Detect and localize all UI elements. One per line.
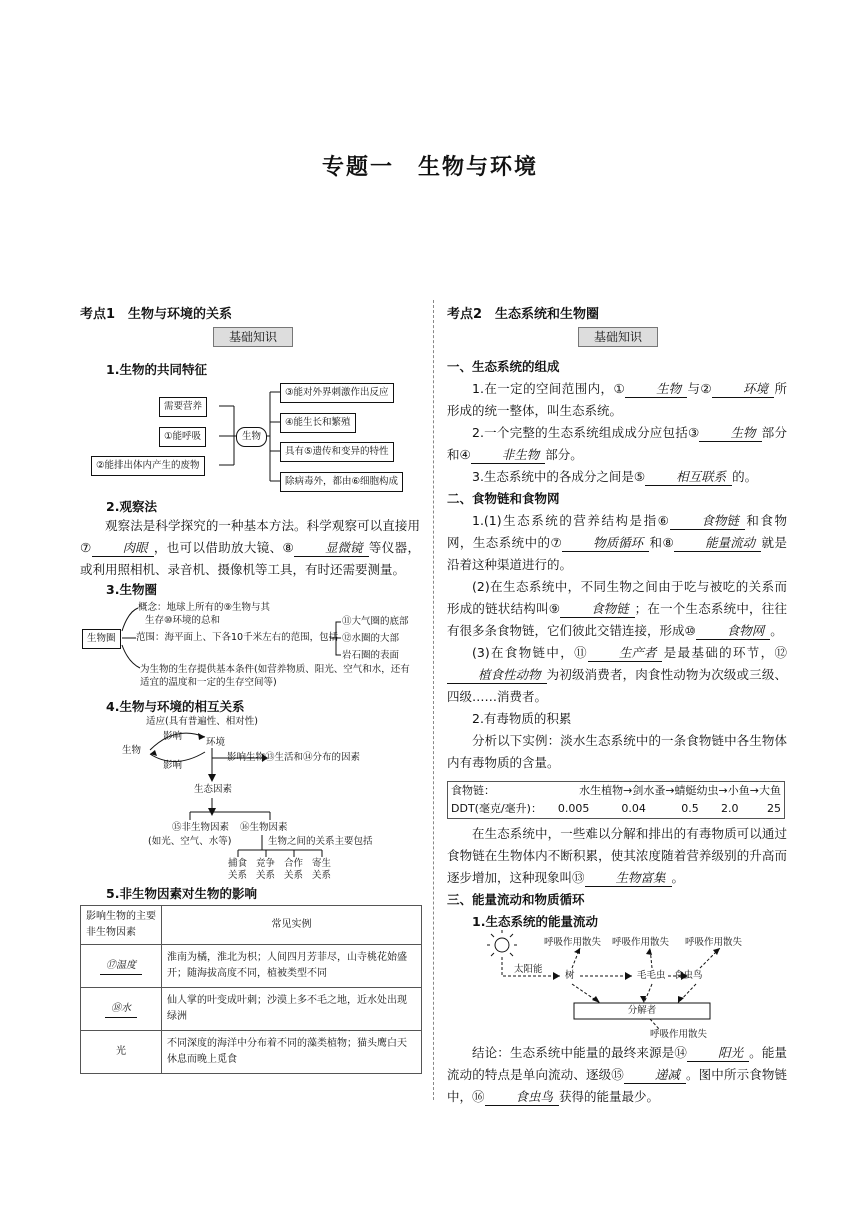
eco-factors-label: 生态因素 bbox=[194, 784, 233, 795]
answer-3: 生物 bbox=[699, 424, 761, 442]
para-3: 3.生态系统中的各成分之间是⑤ 相互联系 的。 bbox=[472, 469, 758, 484]
table-cell-example: 仙人掌的叶变成叶刺；沙漠上多不毛之地，近水处出现绿洲 bbox=[162, 988, 422, 1031]
ddt-value: 0.04 bbox=[621, 802, 646, 815]
s5-heading: 5.非生物因素对生物的影响 bbox=[106, 886, 257, 901]
table-cell-example: 淮南为橘，淮北为枳；人间四月芳菲尽，山寺桃花始盛开；随海拔高度不同，植被类型不同 bbox=[162, 945, 422, 988]
biosphere-provides-2: 适宜的温度和一定的生存空间等) bbox=[140, 677, 277, 688]
biosphere-concept-1: 概念：地球上所有的⑨生物与其 bbox=[138, 602, 271, 613]
table-cell-factor: 光 bbox=[81, 1031, 162, 1074]
para-1: 1.在一定的空间范围内，① 生物 与② 环境 所形成的统一整体，叫生态系统。 bbox=[447, 381, 787, 418]
table-header-factor: 影响生物的主要非生物因素 bbox=[81, 906, 162, 945]
biotic-label: ⑯生物因素 bbox=[240, 822, 288, 833]
ddt-value: 2.0 bbox=[721, 802, 739, 815]
sun-energy-label: 太阳能 bbox=[514, 964, 543, 975]
s1-heading: 1.生物的共同特征 bbox=[106, 362, 207, 377]
biosphere-range: 范围：海平面上、下各10千米左右的范围，包括 bbox=[136, 632, 339, 643]
biosphere-root: 生物圈 bbox=[82, 629, 121, 649]
abiotic-label: ⑮非生物因素 bbox=[172, 822, 230, 833]
energy-flow-heading: 1.生态系统的能量流动 bbox=[472, 914, 598, 929]
resp-loss-2: 呼吸作用散失 bbox=[612, 937, 670, 948]
abiotic-example: (如光、空气、水等) bbox=[148, 836, 232, 847]
relation-predation: 捕食 关系 bbox=[228, 858, 248, 881]
right-basic-badge: 基础知识 bbox=[578, 327, 658, 347]
caterpillar-label: 毛毛虫 bbox=[637, 970, 666, 981]
answer-4: 非生物 bbox=[471, 446, 546, 464]
ddt-value: 25 bbox=[767, 802, 781, 815]
relation-parasitism: 寄生 关系 bbox=[312, 858, 332, 881]
left-basic-badge: 基础知识 bbox=[213, 327, 293, 347]
feature-box-grow: ④能生长和繁殖 bbox=[280, 413, 356, 433]
s3-heading: 3.生物圈 bbox=[106, 582, 157, 597]
table-cell-example: 不同深度的海洋中分布着不同的藻类植物；猫头鹰白天休息而晚上觅食 bbox=[162, 1031, 422, 1074]
s2-paragraph: 观察法是科学探究的一种基本方法。科学观察可以直接用⑦ 肉眼 ，也可以借助放大镜、⑧ 显微镜 等仪器，或利用照相机、录音机、摄像机等工具，有时还需要测量。 bbox=[80, 518, 420, 577]
biosphere-layer-3: 岩石圈的表面 bbox=[342, 650, 400, 661]
heading-energy: 三、能量流动和物质循环 bbox=[447, 892, 585, 907]
organism-center: 生物 bbox=[236, 427, 267, 447]
answer-8: 显微镜 bbox=[294, 539, 369, 557]
answer-15: 递减 bbox=[624, 1066, 686, 1084]
environment-label: 环境 bbox=[206, 737, 226, 748]
para-q3: (3)在食物链中，⑪ 生产者 是最基础的环节，⑫植食性动物 为初级消费者，肉食性动物为次级或三级、四级……消费者。 bbox=[447, 645, 787, 704]
decomposer-label: 分解者 bbox=[627, 1005, 657, 1016]
answer-8-right: 能量流动 bbox=[674, 534, 761, 552]
answer-12: 植食性动物 bbox=[447, 666, 547, 684]
influence-top: 影响 bbox=[163, 731, 183, 742]
answer-2: 环境 bbox=[712, 380, 774, 398]
feature-box-breathe: ①能呼吸 bbox=[159, 427, 206, 447]
answer-14: 阳光 bbox=[687, 1044, 749, 1062]
resp-loss-1: 呼吸作用散失 bbox=[544, 937, 602, 948]
table-cell-factor: ⑰温度 bbox=[81, 945, 162, 988]
answer-7-right: 物质循环 bbox=[562, 534, 649, 552]
biosphere-concept-2: 生存⑩环境的总和 bbox=[145, 615, 221, 626]
toxin-conclusion: 在生态系统中，一些难以分解和排出的有毒物质可以通过食物链在生物体内不断积累，使其浓度随着营养级别的升高而逐步增加，这种现象叫⑬ 生物富集 。 bbox=[447, 826, 787, 885]
left-section-title: 考点1 生物与环境的关系 bbox=[80, 307, 233, 322]
answer-6: 食物链 bbox=[670, 512, 745, 530]
toxin-paragraph: 分析以下实例：淡水生态系统中的一条食物链中各生物体内有毒物质的含量。 bbox=[447, 733, 787, 770]
feature-box-nutrition: 需要营养 bbox=[159, 397, 207, 417]
relation-cooperation: 合作 关系 bbox=[284, 858, 304, 881]
biosphere-layer-2: ⑫水圈的大部 bbox=[342, 633, 400, 644]
bird-label: 食虫鸟 bbox=[674, 970, 703, 981]
heading-food-chain: 二、食物链和食物网 bbox=[447, 491, 560, 506]
organism-label: 生物 bbox=[122, 745, 142, 756]
right-section-title: 考点2 生态系统和生物圈 bbox=[447, 307, 600, 322]
energy-conclusion: 结论：生态系统中能量的最终来源是⑭ 阳光 。能量流动的特点是单向流动、逐级⑮ 递减 。图中所示食物链中，⑯ 食虫鸟 获得的能量最少。 bbox=[447, 1045, 787, 1104]
resp-loss-4: 呼吸作用散失 bbox=[650, 1029, 708, 1040]
answer-13: 生物富集 bbox=[585, 869, 672, 887]
s2-heading: 2.观察法 bbox=[106, 499, 157, 514]
answer-5: 相互联系 bbox=[645, 468, 732, 486]
table-cell-factor: ⑱水 bbox=[81, 988, 162, 1031]
table-header-example: 常见实例 bbox=[162, 906, 422, 945]
feature-box-respond: ③能对外界刺激作出反应 bbox=[280, 383, 394, 403]
ddt-value: 0.5 bbox=[681, 802, 699, 815]
biosphere-provides-1: 为生物的生存提供基本条件(如营养物质、阳光、空气和水，还有 bbox=[140, 664, 410, 675]
affects-label: 影响生物⑬生活和⑭分布的因素 bbox=[227, 752, 361, 763]
influence-bottom: 影响 bbox=[163, 760, 183, 771]
tree-label: 树 bbox=[565, 970, 575, 981]
page-title: 专题一 生物与环境 bbox=[321, 155, 538, 180]
toxin-label-ddt: DDT(毫克/毫升)： bbox=[451, 802, 542, 815]
ddt-value: 0.005 bbox=[557, 802, 590, 815]
para-2: 2.一个完整的生态系统组成成分应包括③ 生物 部分和④ 非生物 部分。 bbox=[447, 425, 787, 462]
para-q1: 1.(1)生态系统的营养结构是指⑥ 食物链 和食物网，生态系统中的⑦ 物质循环 和⑧ 能量流动 就是沿着这种渠道进行的。 bbox=[447, 513, 787, 572]
answer-16: 食虫鸟 bbox=[485, 1088, 560, 1106]
answer-9: 食物链 bbox=[560, 600, 635, 618]
toxin-chain-value: 水生植物→剑水蚤→蜻蜓幼虫→小鱼→大鱼 bbox=[579, 784, 781, 797]
answer-10: 食物网 bbox=[696, 622, 771, 640]
relations-label: 生物之间的关系主要包括 bbox=[268, 836, 373, 847]
toxin-label-chain: 食物链： bbox=[451, 784, 495, 797]
relation-competition: 竞争 关系 bbox=[256, 858, 276, 881]
biosphere-layer-1: ⑪大气圈的底部 bbox=[342, 616, 409, 627]
toxin-heading: 2.有毒物质的积累 bbox=[472, 711, 572, 726]
feature-box-excrete: ②能排出体内产生的废物 bbox=[91, 456, 205, 476]
feature-box-heredity: 具有⑤遗传和变异的特性 bbox=[280, 442, 394, 462]
resp-loss-3: 呼吸作用散失 bbox=[685, 937, 743, 948]
para-q2: (2)在生态系统中，不同生物之间由于吃与被吃的关系而形成的链状结构叫⑨ 食物链 ；在一个生态系统中，往往有很多条食物链，它们彼此交错连接，形成⑩ 食物网 。 bbox=[447, 579, 787, 638]
answer-1: 生物 bbox=[625, 380, 687, 398]
s4-heading: 4.生物与环境的相互关系 bbox=[106, 699, 245, 714]
feature-box-cells: 除病毒外，都由⑥细胞构成 bbox=[280, 472, 403, 492]
answer-11: 生产者 bbox=[588, 644, 663, 662]
adapt-label: 适应(具有普遍性、相对性) bbox=[146, 716, 258, 727]
answer-7: 肉眼 bbox=[92, 539, 154, 557]
heading-eco-composition: 一、生态系统的组成 bbox=[447, 359, 560, 374]
